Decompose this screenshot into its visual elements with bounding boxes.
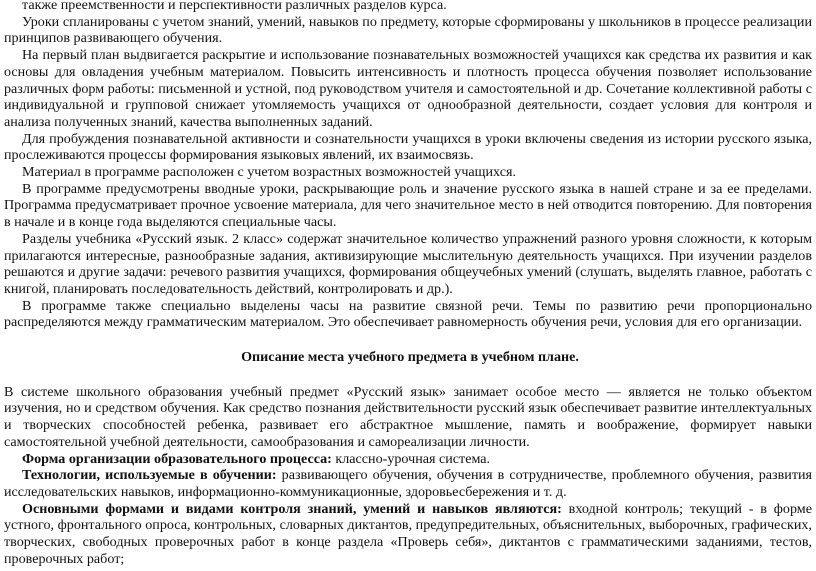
form-value: классно-урочная система. — [331, 450, 491, 467]
paragraph-age-material: Материал в программе расположен с учетом возрастных возможностей учащихся. — [22, 164, 516, 181]
paragraph-intro-lessons: В программе предусмотрены вводные уроки, раскрывающие роль и значение русского языка в нашей стране и за ее пределами. Программа предусматривает прочное усвоение материала, для чего значительное место в ней отводится повторению. Для повторения в начале и в конце года выделяются специальные часы. — [4, 180, 812, 231]
tech-value: развивающего обучения, обучения в сотрудничестве, проблемного обучения, развития исследовательских навыков, информационно-коммуникационные, здоровьесбережения и т. д. — [4, 467, 813, 500]
paragraph-technologies — [0, 467, 816, 500]
section-heading: Описание места учебного предмета в учебном плане. — [241, 349, 579, 366]
paragraph-cognitive-abilities: На первый план выдвигается раскрытие и использование познавательных возможностей учащихся как средства их развития и как основы для овладения учебным материалом. Повысить интенсивность и плотность процесса обучения позволяет использование различных форм работы: письменной и устной, под руководством учителя и самостоятельной и др. Сочетание коллективной работы с индивидуальной и групповой снижает утомляемость учащихся от однообразной деятельности, создает условия для контроля и анализа полученных знаний, качества выполненных заданий. — [4, 47, 812, 130]
spacer — [0, 366, 816, 384]
form-label: Форма организации образовательного процесса: — [22, 450, 332, 467]
paragraph-textbook-sections: Разделы учебника «Русский язык. 2 класс» содержат значительное количество упражнений разного уровня сложности, к которым прилагаются интересные, разнообразные задания, активизирующие мыслительную деятельность учащихся. При изучении разделов решаются и другие задачи: речевого развития учащихся, формирования общеучебных умений (слушать, выделять главное, работать с книгой, планировать последовательность действий, контролировать и др.). — [4, 230, 812, 297]
paragraph-continuation: также преемственности и перспективности различных разделов курса. — [22, 0, 447, 13]
tech-label: Технологии, используемые в обучении: — [22, 467, 277, 484]
paragraph-speech-development: В программе также специально выделены часы на развитие связной речи. Темы по развитию речи пропорционально распределяются между грамматическим материалом. Это обеспечивает равномерность обучения речи, условия для его организации. — [4, 297, 812, 331]
paragraph-subject-place: В системе школьного образования учебный предмет «Русский язык» занимает особое место — является не только объектом изучения, но и средством обучения. Как средство познания действительности русский язык обеспечивает развитие интеллектуальных и творческих способностей ребенка, развивает его абстрактное мышление, память и воображение, формирует навыки самостоятельной учебной деятельности, самообразования и самореализации личности. — [4, 383, 812, 450]
paragraph-control-forms — [0, 501, 816, 568]
paragraph-form-organization — [0, 451, 816, 468]
paragraph-lessons-planned: Уроки спланированы с учетом знаний, умений, навыков по предмету, которые сформированы у школьников в процессе реализации принципов развивающего обучения. — [4, 13, 812, 47]
control-label: Основными формами и видами контроля знаний, умений и навыков являются: — [22, 500, 562, 517]
control-value: входной контроль; текущий - в форме устного, фронтального опроса, контрольных, словарных диктантов, предупредительных, объяснительных, выборочных, графических, творческих, свободных проверочных работ в конце раздела «Проверь себя», диктантов с грамматическими заданиями, тестов, проверочных работ; — [4, 500, 812, 567]
spacer — [0, 331, 816, 349]
paragraph-history-info: Для пробуждения познавательной активности и сознательности учащихся в уроки включены сведения из истории русского языка, прослеживаются процессы формирования языковых явлений, их взаимосвязь. — [4, 130, 812, 164]
